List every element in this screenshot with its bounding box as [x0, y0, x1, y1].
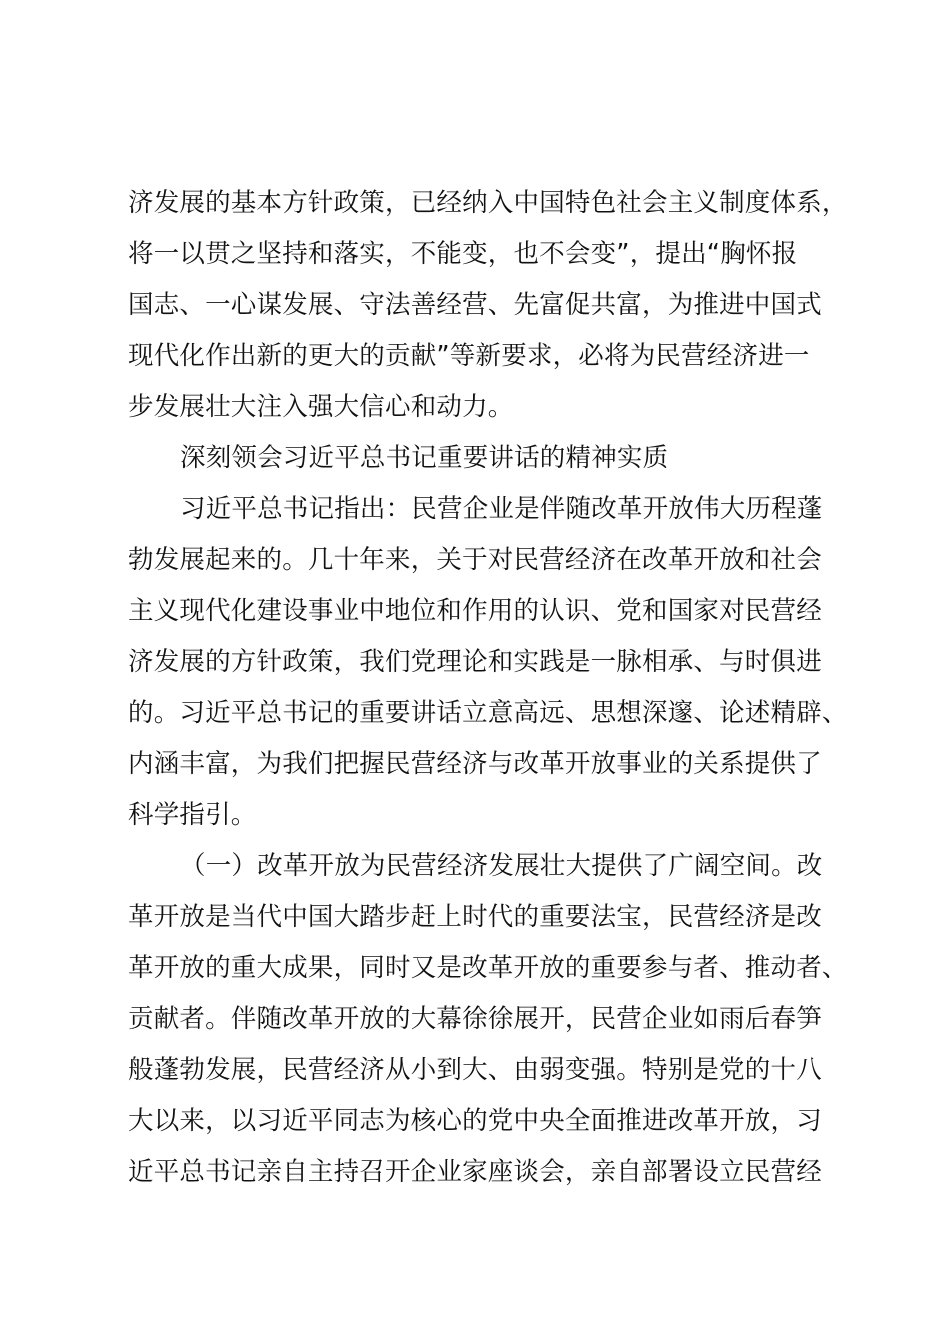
- text-line: 革开放的重大成果，同时又是改革开放的重要参与者、推动者、: [128, 953, 848, 983]
- text-line: 的。习近平总书记的重要讲话立意高远、思想深邃、论述精辟、: [128, 698, 848, 728]
- text-line: 将一以贯之坚持和落实，不能变，也不会变”，提出“胸怀报: [128, 239, 798, 269]
- text-line: 济发展的方针政策，我们党理论和实践是一脉相承、与时俱进: [128, 647, 822, 677]
- text-line: 般蓬勃发展，民营经济从小到大、由弱变强。特别是党的十八: [128, 1055, 822, 1085]
- text-line: 步发展壮大注入强大信心和动力。: [128, 392, 514, 422]
- text-line: 贡献者。伴随改革开放的大幕徐徐展开，民营企业如雨后春笋: [128, 1004, 822, 1034]
- text-line: 科学指引。: [128, 800, 257, 830]
- text-line: 大以来，以习近平同志为核心的党中央全面推进改革开放，习: [128, 1106, 822, 1136]
- text-line: 革开放是当代中国大踏步赶上时代的重要法宝，民营经济是改: [128, 902, 822, 932]
- text-line: 济发展的基本方针政策，已经纳入中国特色社会主义制度体系，: [128, 188, 848, 218]
- section-heading: 深刻领会习近平总书记重要讲话的精神实质: [180, 443, 669, 473]
- text-line: 主义现代化建设事业中地位和作用的认识、党和国家对民营经: [128, 596, 822, 626]
- text-line: 近平总书记亲自主持召开企业家座谈会，亲自部署设立民营经: [128, 1157, 822, 1187]
- document-body: [128, 178, 848, 1198]
- paragraph-first-line: （一）改革开放为民营经济发展壮大提供了广阔空间。改: [180, 851, 823, 881]
- text-line: 现代化作出新的更大的贡献”等新要求，必将为民营经济进一: [128, 341, 810, 371]
- text-line: 国志、一心谋发展、守法善经营、先富促共富，为推进中国式: [128, 290, 822, 320]
- paragraph-first-line: 习近平总书记指出：民营企业是伴随改革开放伟大历程蓬: [180, 494, 823, 524]
- text-line: 内涵丰富，为我们把握民营经济与改革开放事业的关系提供了: [128, 749, 822, 779]
- text-line: 勃发展起来的。几十年来，关于对民营经济在改革开放和社会: [128, 545, 822, 575]
